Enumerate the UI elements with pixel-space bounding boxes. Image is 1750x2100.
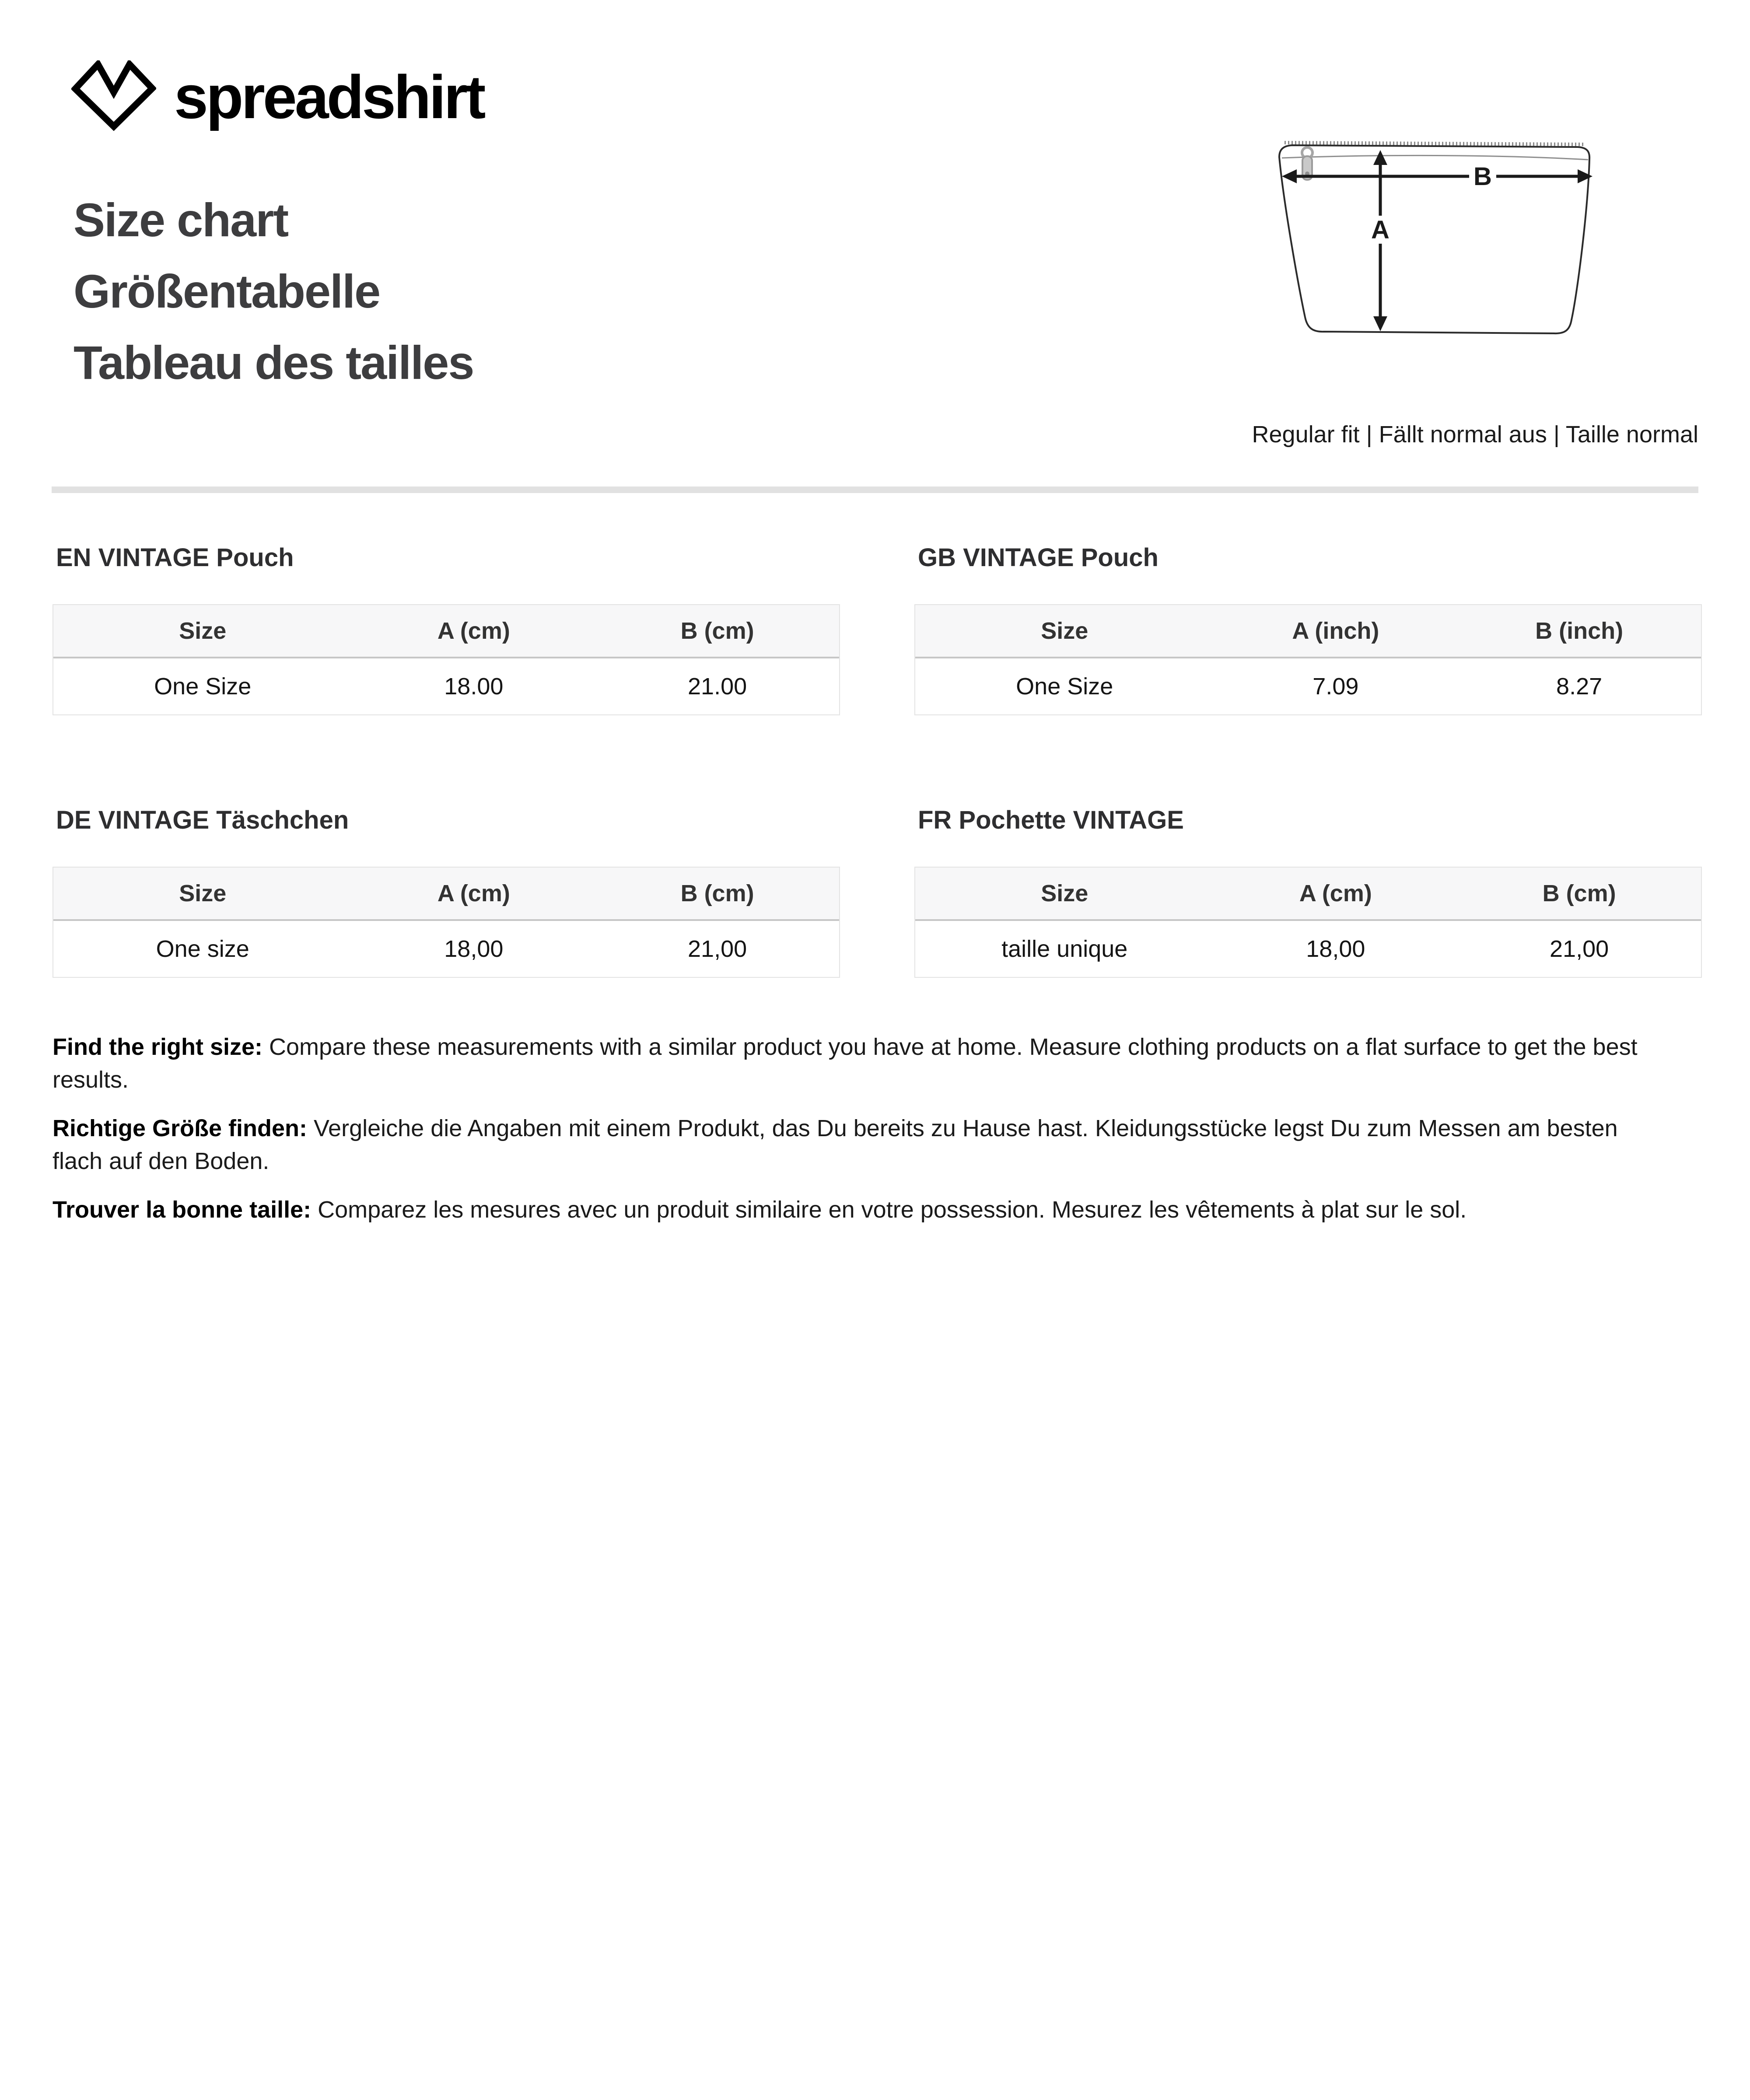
column-header-a: A (cm) [437, 618, 510, 644]
page-title-en: Size chart [74, 193, 288, 246]
column-header-b: B (cm) [680, 880, 754, 906]
cell-size: One size [156, 936, 249, 962]
spreadshirt-heart-icon [71, 60, 156, 132]
column-header-size: Size [1041, 618, 1088, 644]
page-title-de: Größentabelle [74, 265, 380, 318]
note-fr-lead: Trouver la bonne taille: [52, 1197, 312, 1223]
size-table-fr [914, 867, 1702, 978]
note-de-lead: Richtige Größe finden: [52, 1115, 308, 1141]
zipper-teeth [1284, 143, 1585, 144]
column-header-a: A (inch) [1292, 618, 1379, 644]
table-row [915, 658, 1701, 714]
column-header-size: Size [1041, 880, 1088, 906]
column-header-size: Size [179, 618, 227, 644]
note-fr [52, 1194, 1671, 1226]
cell-a: 18,00 [1306, 936, 1365, 962]
table-header-row [53, 605, 839, 658]
column-header-b: B (inch) [1535, 618, 1624, 644]
column-header-size: Size [179, 880, 227, 906]
size-table-gb [914, 604, 1702, 715]
cell-b: 21.00 [688, 673, 747, 700]
cell-a: 18,00 [444, 936, 504, 962]
cell-b: 21,00 [1550, 936, 1609, 962]
note-en-text: Compare these measurements with a similar product you have at home. Measure clothing products on a flat surface to get the best results. [52, 1034, 1638, 1093]
section-title-en: EN VINTAGE Pouch [56, 543, 294, 572]
cell-a: 7.09 [1312, 673, 1359, 700]
column-header-a: A (cm) [1299, 880, 1372, 906]
width-label: B [1474, 162, 1492, 191]
section-title-gb: GB VINTAGE Pouch [918, 543, 1158, 572]
note-fr-text: Comparez les mesures avec un produit similaire en votre possession. Mesurez les vêtements à plat sur le sol. [311, 1197, 1467, 1223]
note-de [52, 1112, 1671, 1178]
table-row [915, 921, 1701, 977]
cell-size: taille unique [1001, 936, 1128, 962]
sizing-notes [52, 1031, 1671, 1242]
cell-size: One Size [1016, 673, 1113, 700]
column-header-b: B (cm) [1542, 880, 1616, 906]
note-en [52, 1031, 1671, 1096]
cell-b: 8.27 [1556, 673, 1603, 700]
size-table-en [52, 604, 840, 715]
note-de-text: Vergleiche die Angaben mit einem Produkt, das Du bereits zu Hause hast. Kleidungsstücke legst Du zum Messen am besten flach auf den Boden. [52, 1115, 1618, 1174]
cell-b: 21,00 [688, 936, 747, 962]
table-row [53, 658, 839, 714]
height-label: A [1371, 216, 1390, 244]
table-row [53, 921, 839, 977]
pouch-measurement-diagram [1269, 138, 1606, 348]
fit-note: Regular fit | Fällt normal aus | Taille normal [1252, 421, 1698, 448]
section-title-fr: FR Pochette VINTAGE [918, 806, 1184, 834]
table-header-row [915, 605, 1701, 658]
cell-size: One Size [154, 673, 252, 700]
table-header-row [915, 868, 1701, 921]
table-header-row [53, 868, 839, 921]
page-title [74, 184, 473, 398]
section-divider [52, 486, 1698, 493]
note-en-lead: Find the right size: [52, 1034, 262, 1060]
cell-a: 18.00 [444, 673, 504, 700]
pouch-outline [1279, 145, 1589, 333]
size-table-de [52, 867, 840, 978]
section-title-de: DE VINTAGE Täschchen [56, 806, 349, 834]
column-header-b: B (cm) [680, 618, 754, 644]
column-header-a: A (cm) [437, 880, 510, 906]
brand-wordmark: spreadshirt [174, 63, 484, 131]
page-title-fr: Tableau des tailles [74, 336, 474, 389]
